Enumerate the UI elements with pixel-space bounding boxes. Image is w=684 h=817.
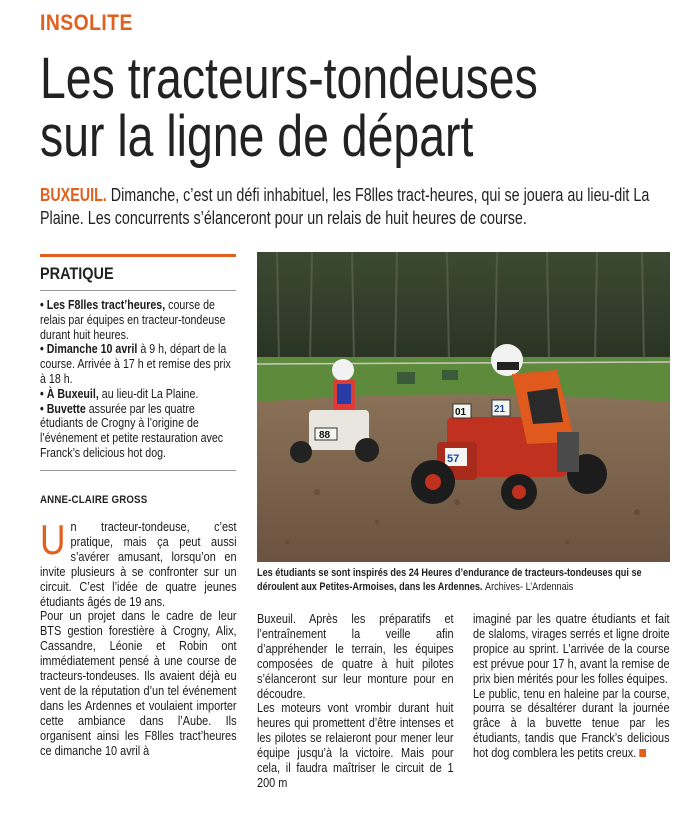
section-rubric: INSOLITE	[40, 10, 133, 35]
body-paragraph: Buxeuil. Après les préparatifs et l’entraînement la veille afin d’appréhender le terrain, les équipes composées de quatre à huit pilotes s’élanceront sur leur monture pour en découdre.	[257, 611, 454, 701]
article-headline	[40, 46, 552, 169]
headline-line-1: Les tracteurs-tondeuses	[40, 46, 538, 111]
article-photo	[257, 252, 670, 562]
front-plate-number: 01	[455, 407, 467, 418]
practical-item	[40, 387, 237, 402]
lead-place: BUXEUIL.	[40, 185, 107, 205]
front-hood-number: 21	[494, 404, 506, 415]
author-byline: ANNE-CLAIRE GROSS	[40, 494, 148, 506]
end-of-article-mark	[640, 749, 647, 757]
body-paragraph: n tracteur-tondeuse, c’est pratique, mais ça peut aussi s’avérer amusant, lorsqu’on en invite plusieurs à se confronter sur un circuit. C’est l’idée de quatre jeunes étudiants âgés de 19 ans.	[40, 519, 237, 609]
practical-item-key: • Les F8lles tract’heures,	[40, 297, 166, 312]
practical-box-title: PRATIQUE	[40, 264, 114, 283]
drop-cap: U	[40, 516, 66, 563]
practical-item	[40, 342, 237, 386]
body-paragraph: Le public, tenu en haleine par la course, pourra se désaltérer durant la journée grâce à la buvette tenue par les étudiants, tandis que Franck’s delicious hot dog comblera les petits creux.	[473, 685, 670, 761]
practical-info-list	[40, 298, 237, 461]
practical-item	[40, 402, 237, 461]
photo-credit: Archives- L’Ardennais	[484, 581, 574, 593]
rear-plate-number: 88	[319, 430, 331, 441]
body-paragraph: Les moteurs vont vrombir durant huit heures qui promettent d’être intenses et les pilotes se relaieront pour mener leur équipe jusqu’à la victoire. Mais pour cela, il faudra maîtriser le circuit de 1 200 m	[257, 700, 454, 790]
practical-item-key: • Dimanche 10 avril	[40, 341, 138, 357]
practical-item-key: • Buvette	[40, 400, 86, 416]
practical-box-bottom-rule	[40, 470, 236, 471]
photo-lawn-tractor-race	[257, 252, 670, 562]
practical-item-text: au lieu-dit La Plaine.	[98, 385, 199, 401]
photo-caption	[257, 566, 672, 594]
lead-text: Dimanche, c’est un défi inhabituel, les F8lles tract-heures, qui se jouera au lieu-dit La Plaine. Les concurrents s’élanceront pour un relais de huit heures de course.	[40, 185, 650, 228]
article-lead	[40, 184, 668, 230]
practical-item-text: course de relais par équipes en tracteur-tondeuse durant huit heures.	[40, 297, 226, 342]
practical-box-divider	[40, 290, 236, 291]
article-column-2	[257, 612, 454, 791]
body-paragraph: imaginé par les quatre étudiants et fait de slaloms, virages serrés et ligne droite propice au sprint. L’arrivée de la course est prévue pour 17 h, avant la remise de prix bien mérités pour les folles équipes.	[473, 611, 670, 686]
practical-item	[40, 298, 237, 342]
body-paragraph: Pour un projet dans le cadre de leur BTS gestion forestière à Crogny, Alix, Cassandre, Léonie et Robin ont immédiatement pensé à une course de tracteurs-tondeuses. Ils avaient déjà eu vent de la réputation d’un tel événement dans les Ardennes et voulaient importer cette ambiance dans l’Aube. Ils organisent ainsi les F8lles tract’heures ce dimanche 10 avril à	[40, 608, 237, 758]
practical-item-text: assurée par les quatre étudiants de Crogny à l’origine de l’événement et petite restauration avec Franck’s delicious hot dog.	[40, 400, 224, 460]
practical-item-text: à 9 h, départ de la course. Arrivée à 17 h et remise des prix à 18 h.	[40, 341, 231, 386]
article-column-1	[40, 516, 237, 759]
article-column-3	[473, 612, 670, 761]
headline-line-2: sur la ligne de départ	[40, 104, 474, 169]
caption-text: Les étudiants se sont inspirés des 24 Heures d’endurance de tracteurs-tondeuses qui se déroulent aux Petites-Armoises, dans les Ardennes.	[257, 567, 642, 593]
side-number: 57	[447, 453, 460, 465]
practical-box-top-rule	[40, 254, 236, 257]
practical-item-key: • À Buxeuil,	[40, 385, 99, 401]
